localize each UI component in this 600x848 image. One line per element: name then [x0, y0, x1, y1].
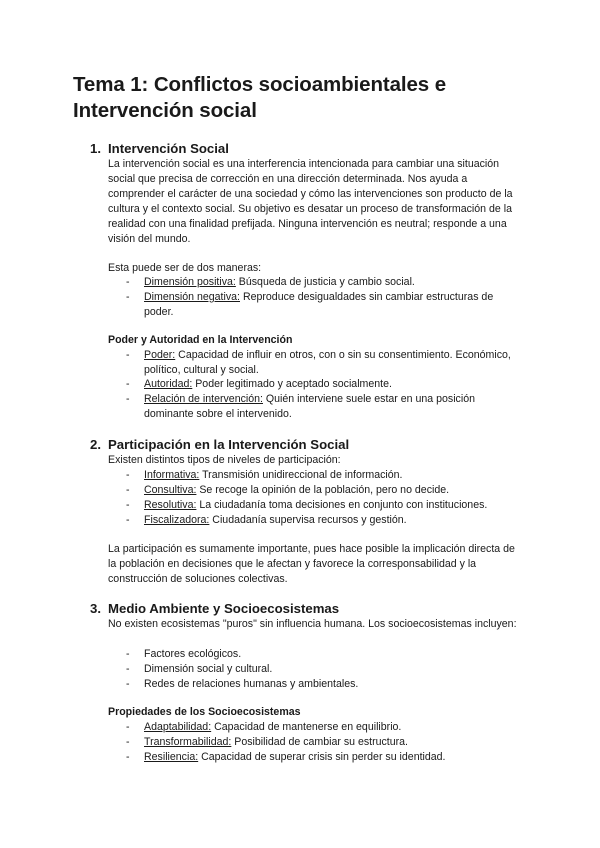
item-text: Reproduce desigualdades sin cambiar estructuras de poder. [144, 291, 494, 318]
bullet-dash: - [126, 499, 130, 511]
list-item [126, 513, 521, 528]
item-text: Capacidad de superar crisis sin perder su identidad. [198, 751, 446, 763]
list-item [126, 290, 521, 320]
item-text: Factores ecológicos. [144, 648, 242, 660]
bullet-dash: - [126, 393, 130, 405]
bullet-dash: - [126, 514, 130, 526]
item-text: Se recoge la opinión de la población, pero no decide. [196, 484, 450, 496]
list-item [126, 720, 521, 735]
list-item [126, 677, 521, 692]
list-item [126, 392, 521, 422]
bullet-dash: - [126, 484, 130, 496]
item-term: Dimensión positiva: [144, 276, 236, 288]
item-text: La ciudadanía toma decisiones en conjunto con instituciones. [196, 499, 488, 511]
list-item [126, 468, 521, 483]
bullet-dash: - [126, 349, 130, 361]
list-item [126, 662, 521, 677]
item-term: Resiliencia: [144, 751, 199, 763]
item-term: Dimensión negativa: [144, 291, 240, 303]
bullet-dash: - [126, 751, 130, 763]
subheading-poder: Poder y Autoridad en la Intervención [108, 334, 293, 346]
list-item [126, 275, 521, 290]
bullet-dash: - [126, 291, 130, 303]
list-item [126, 483, 521, 498]
item-text: Poder legitimado y aceptado socialmente. [192, 378, 392, 390]
item-text: Dimensión social y cultural. [144, 663, 273, 675]
item-text: Capacidad de mantenerse en equilibrio. [211, 721, 402, 733]
bullet-dash: - [126, 276, 130, 288]
list-item [126, 348, 521, 378]
section-number: 3. [90, 601, 101, 616]
page-title: Tema 1: Conflictos socioambientales e Intervención social [73, 73, 446, 122]
section-title: Intervención Social [108, 141, 229, 156]
section-heading-intervencion [90, 141, 229, 157]
list-item [126, 750, 521, 765]
bullet-dash: - [126, 648, 130, 660]
list-item [126, 498, 521, 513]
bullet-dash: - [126, 721, 130, 733]
item-term: Fiscalizadora: [144, 514, 210, 526]
section-title: Medio Ambiente y Socioecosistemas [108, 601, 340, 616]
section-heading-medio-ambiente [90, 601, 339, 617]
section-lead: Existen distintos tipos de niveles de participación: [108, 454, 341, 466]
item-text: Búsqueda de justicia y cambio social. [235, 276, 415, 288]
bullet-dash: - [126, 378, 130, 390]
section-lead: Esta puede ser de dos maneras: [108, 262, 262, 274]
item-term: Poder: [144, 349, 176, 361]
item-term: Transformabilidad: [144, 736, 232, 748]
subheading-propiedades: Propiedades de los Socioecosistemas [108, 706, 301, 718]
section-lead: No existen ecosistemas "puros" sin influencia humana. Los socioecosistemas incluyen: [108, 618, 517, 630]
item-text: Capacidad de influir en otros, con o sin su consentimiento. Económico, político, cultural y social. [144, 349, 511, 376]
list-item [126, 647, 521, 662]
section-number: 1. [90, 141, 101, 156]
section-closing: La participación es sumamente importante, pues hace posible la implicación directa de la población en decisiones que le afectan y favorece la corresponsabilidad y la construcción de soluciones colectivas. [108, 543, 515, 585]
item-term: Adaptabilidad: [144, 721, 212, 733]
item-term: Informativa: [144, 469, 200, 481]
item-text: Ciudadanía supervisa recursos y gestión. [209, 514, 407, 526]
list-item [126, 735, 521, 750]
item-text: Transmisión unidireccional de información. [199, 469, 403, 481]
item-term: Consultiva: [144, 484, 197, 496]
section-intro: La intervención social es una interferencia intencionada para cambiar una situación social que precisa de corrección en una dirección determinada. Nos ayuda a comprender el carácter de una sociedad y cómo las intervenciones son producto de la cultura y el contexto social. Su objetivo es desatar un proceso de transformación de la realidad con una finalidad prefijada. Ninguna intervención es neutral; responde a una visión del mundo. [108, 158, 513, 245]
item-text: Posibilidad de cambiar su estructura. [231, 736, 408, 748]
item-term: Resolutiva: [144, 499, 197, 511]
bullet-dash: - [126, 469, 130, 481]
item-term: Relación de intervención: [144, 393, 263, 405]
item-text: Redes de relaciones humanas y ambientales. [144, 678, 359, 690]
bullet-dash: - [126, 663, 130, 675]
list-item [126, 377, 521, 392]
section-heading-participacion [90, 437, 349, 453]
item-term: Autoridad: [144, 378, 193, 390]
section-number: 2. [90, 437, 101, 452]
item-text: Quién interviene suele estar en una posición dominante sobre el intervenido. [144, 393, 475, 420]
bullet-dash: - [126, 736, 130, 748]
bullet-dash: - [126, 678, 130, 690]
section-title: Participación en la Intervención Social [108, 437, 350, 452]
